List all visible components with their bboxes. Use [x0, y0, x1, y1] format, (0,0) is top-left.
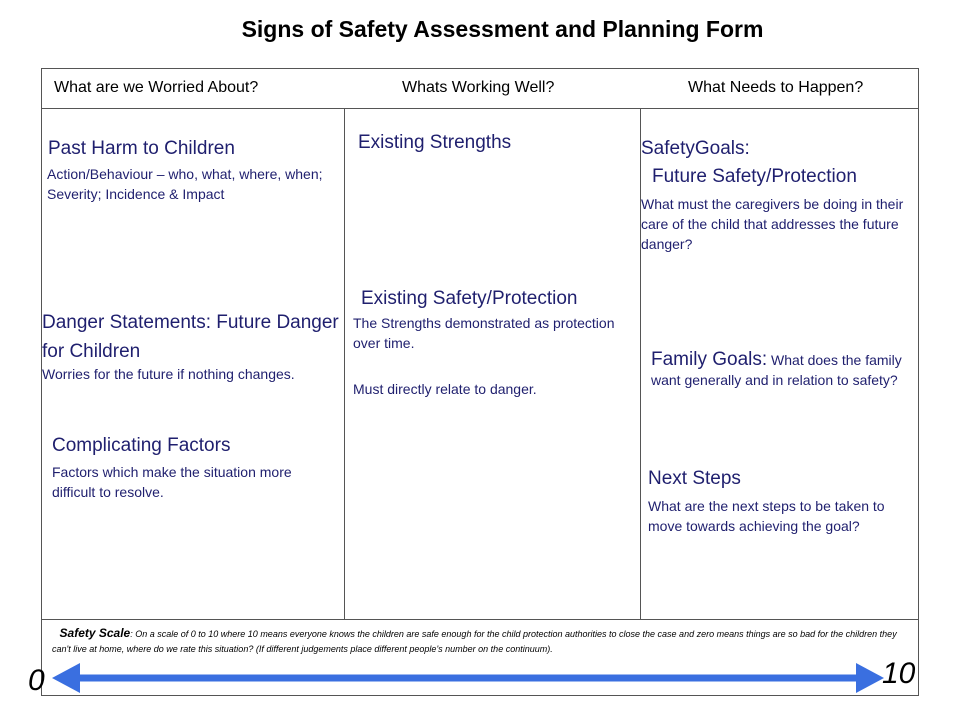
scale-arrow-left-head	[52, 663, 80, 693]
complicating-factors-heading: Complicating Factors	[52, 435, 231, 456]
safety-scale-description: : On a scale of 0 to 10 where 10 means everyone knows the children are safe enough for the child protection authorities to close the case and zero means things are so bad for the children they can't live at home, where do we rate this situation? (If different judgements place different people's number on the continuum).	[52, 629, 897, 654]
next-steps-description: What are the next steps to be taken to move towards achieving the goal?	[648, 498, 885, 534]
existing-strengths-heading: Existing Strengths	[358, 132, 512, 153]
safety-goals-heading: SafetyGoals:	[641, 138, 750, 159]
existing-safety-description: The Strengths demonstrated as protection over time.	[353, 315, 615, 351]
safety-scale-label: Safety Scale	[59, 626, 131, 640]
column-header-worried: What are we Worried About?	[54, 79, 259, 96]
scale-max-label: 10	[882, 657, 916, 690]
column-divider	[640, 108, 641, 620]
scale-min-label: 0	[28, 664, 45, 697]
scale-arrow-right-head	[856, 663, 884, 693]
form-border-left	[41, 68, 42, 108]
next-steps-heading: Next Steps	[648, 468, 741, 489]
family-goals-description: What does the family want generally and in relation to safety?	[651, 352, 902, 388]
column-header-working: Whats Working Well?	[402, 79, 555, 96]
future-safety-heading: Future Safety/Protection	[652, 166, 857, 187]
column-header-needs: What Needs to Happen?	[688, 79, 864, 96]
form-border-top	[41, 68, 919, 69]
page-title: Signs of Safety Assessment and Planning Form	[241, 16, 764, 42]
column-divider	[344, 108, 345, 620]
safety-scale-text	[52, 626, 912, 657]
family-goals-block	[651, 350, 913, 390]
safety-scale-arrow	[48, 660, 888, 696]
form-border-right	[918, 68, 919, 108]
future-safety-description: What must the caregivers be doing in their care of the child that addresses the future danger?	[641, 196, 904, 252]
existing-safety-note: Must directly relate to danger.	[353, 381, 537, 397]
complicating-factors-description: Factors which make the situation more difficult to resolve.	[52, 464, 292, 500]
existing-safety-heading: Existing Safety/Protection	[361, 288, 578, 309]
past-harm-heading: Past Harm to Children	[48, 138, 235, 159]
danger-statements-heading: Danger Statements: Future Danger for Children	[42, 312, 339, 362]
family-goals-heading: Family Goals:	[651, 349, 768, 370]
past-harm-description: Action/Behaviour – who, what, where, when; Severity; Incidence & Impact	[47, 166, 323, 202]
danger-statements-description: Worries for the future if nothing changes.	[42, 366, 295, 382]
